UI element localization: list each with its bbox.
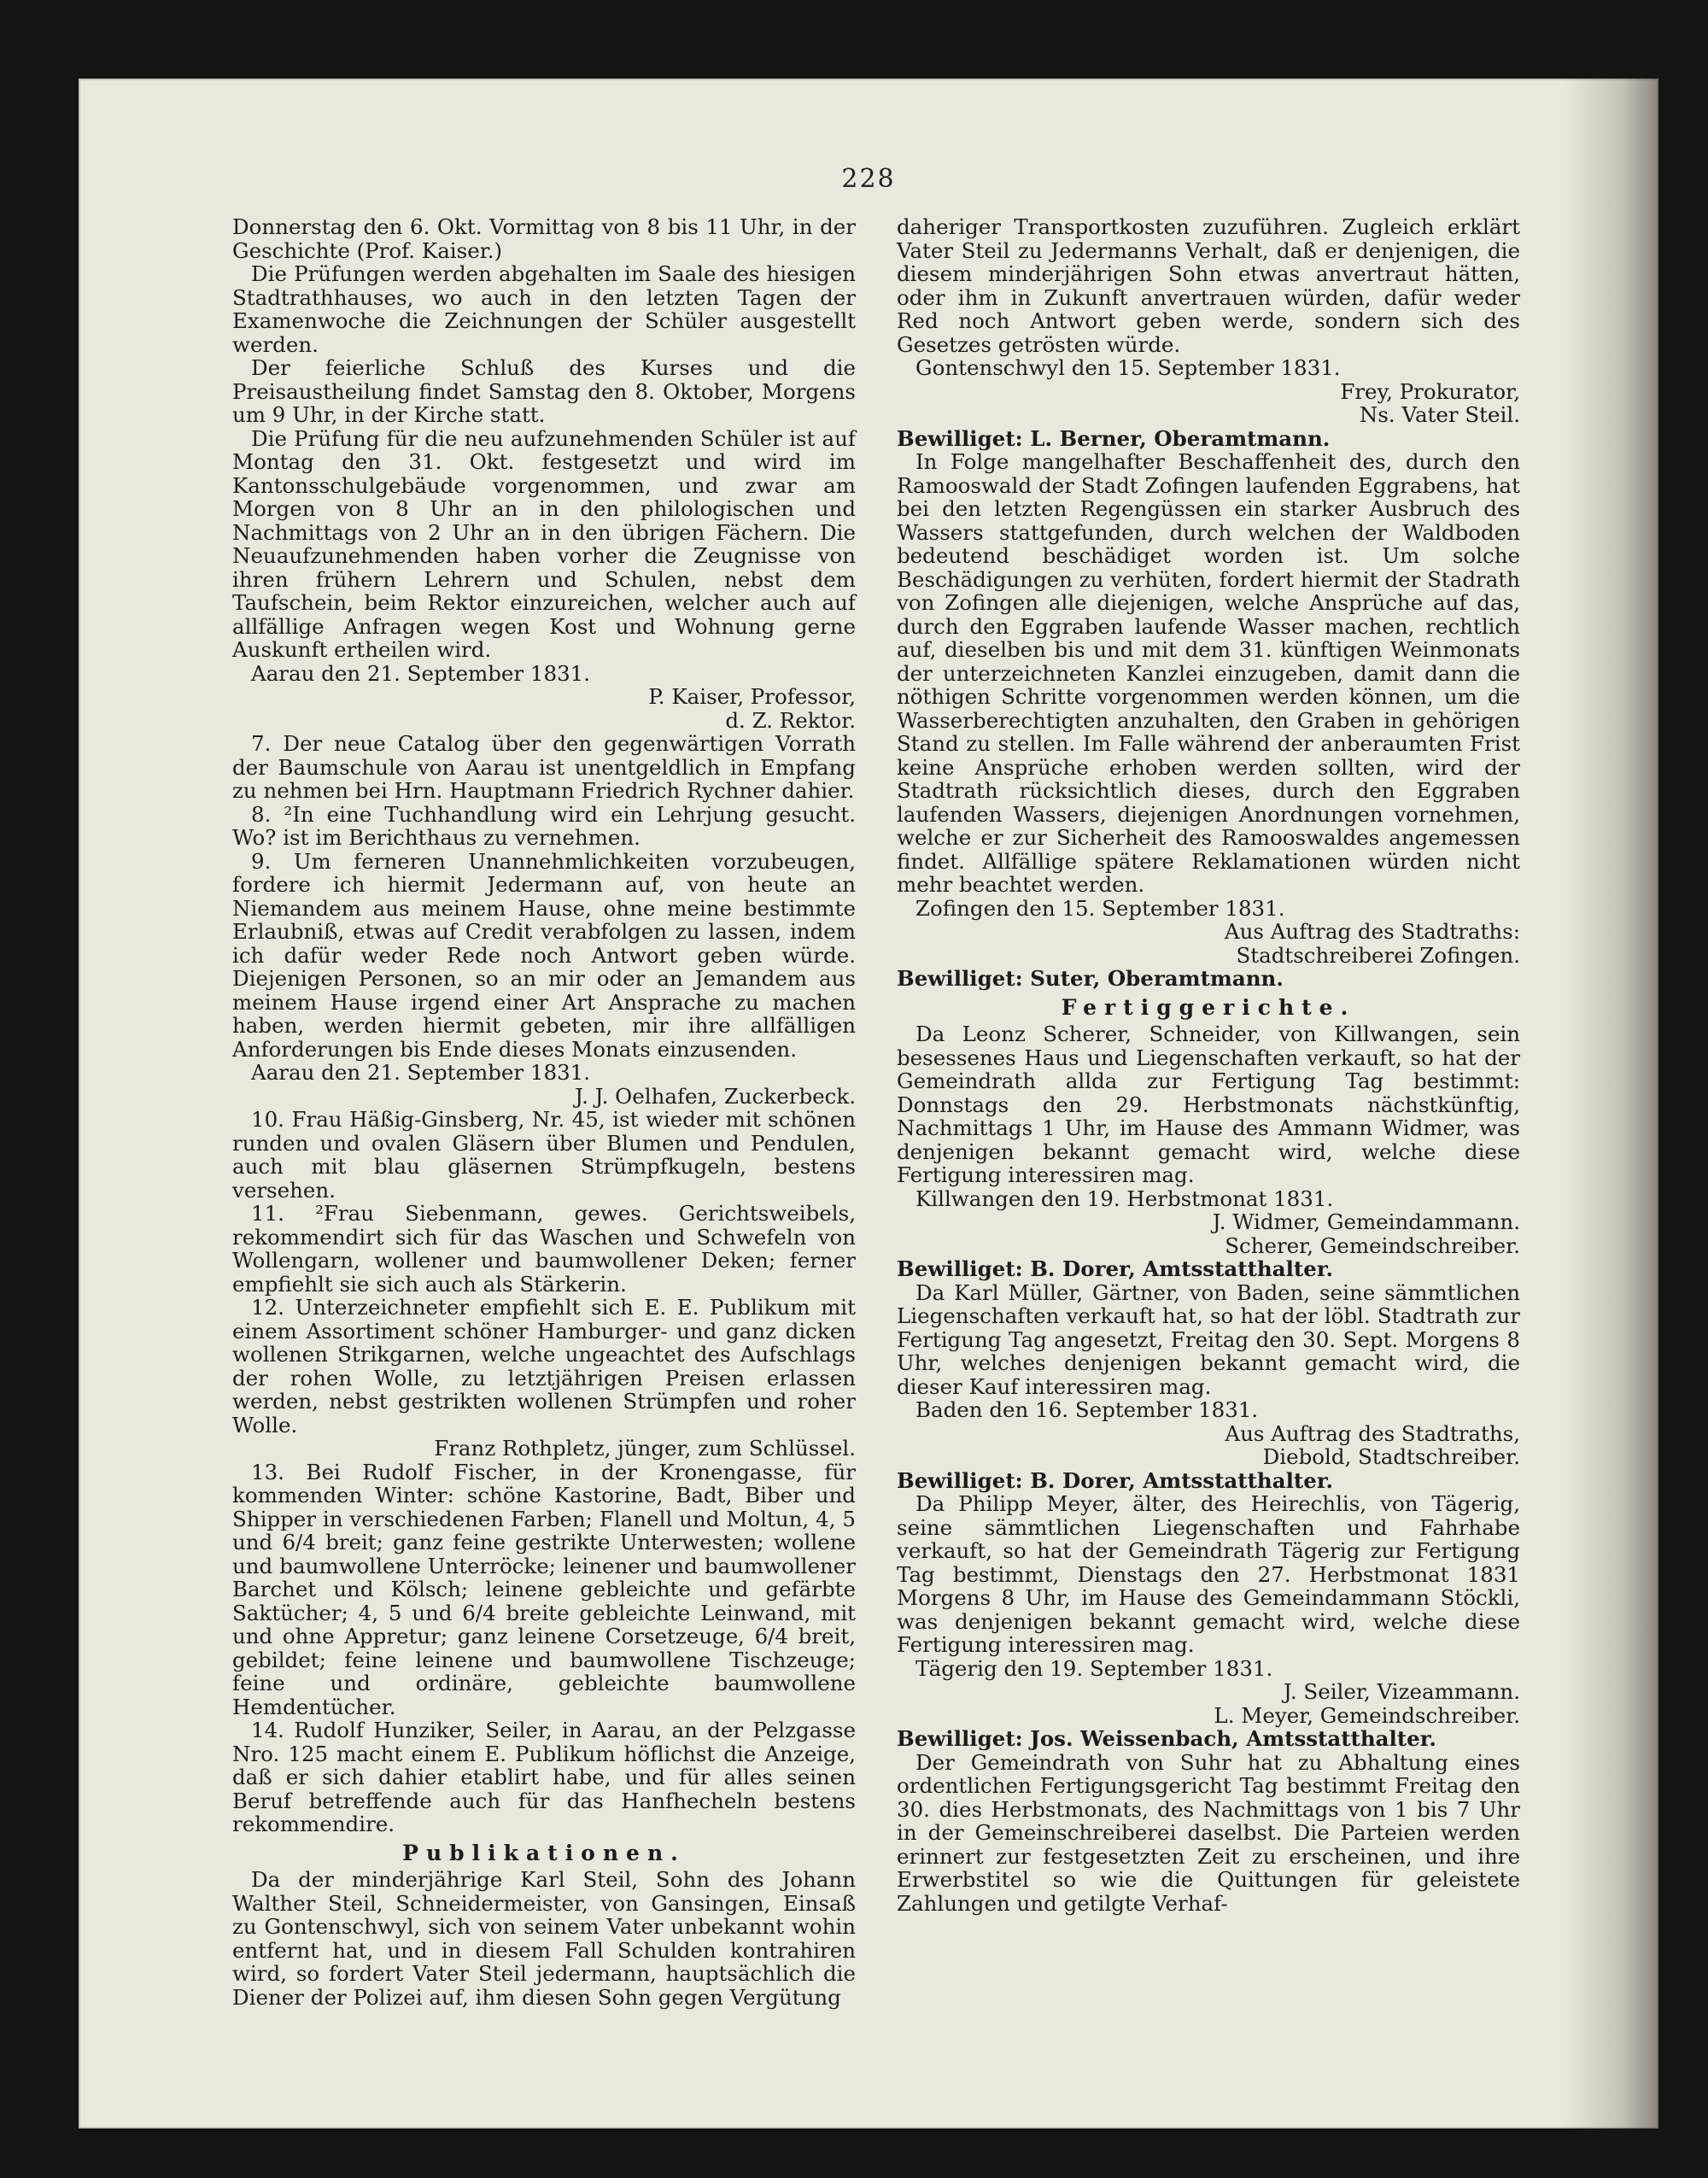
signature: L. Meyer, Gemeindschreiber. bbox=[1214, 1702, 1520, 1728]
section-title-fertiggerichte: Fertiggerichte. bbox=[1061, 994, 1356, 1020]
paragraph: Da der minderjährige Karl Steil, Sohn des Johann Walther Steil, Schneidermeister, von Gansingen, Einsaß zu Gontenschwyl, sich von seinem Vater unbekannt wohin entfernt hat, und in diesem Fall Schulden kontrahiren wird, so fordert Vater Steil jedermann, hauptsächlich die Diener der Polizei auf, ihm diesen Sohn gegen Vergütung bbox=[232, 1867, 856, 2010]
signature: Diebold, Stadtschreiber. bbox=[1262, 1444, 1520, 1469]
paragraph: Da Philipp Meyer, älter, des Heirechlis, von Tägerig, seine sämmtlichen Liegenschaften und Fahrhabe verkauft, so hat der Gemeindrath Tägerig zur Fertigung Tag bestimmt, Dienstags den 27. Herbstmonat 1831 Morgens 8 Uhr, im Hause des Gemeindammann Stöckli, was denjenigen bekannt gemacht wird, welche diese Fertigung interessiren mag. bbox=[897, 1491, 1520, 1657]
dateline: Killwangen den 19. Herbstmonat 1831. bbox=[915, 1186, 1334, 1211]
paragraph: Da Leonz Scherer, Schneider, von Killwangen, sein besessenes Haus und Liegenschaften verkauft, so hat der Gemeindrath allda zur Fertigung Tag bestimmt: Donnstags den 29. Herbstmonats nächstkünftig, Nachmittags 1 Uhr, im Hause des Ammann Widmer, was denjenigen bekannt gemacht wird, welche diese Fertigung interessiren mag. bbox=[897, 1022, 1520, 1187]
paragraph: Der feierliche Schluß des Kurses und die Preisaustheilung findet Samstag den 8. Oktober, Morgens um 9 Uhr, in der Kirche statt. bbox=[232, 355, 856, 427]
right-column bbox=[897, 215, 1520, 1915]
notice-11: 11. ²Frau Siebenmann, gewes. Gerichtsweibels, rekommendirt sich für das Waschen und Schwefeln von Wollengarn, wollener und baumwollener Deken; ferner empfiehlt sie sich auch als Stärkerin. bbox=[232, 1201, 856, 1297]
page-edge-shadow bbox=[1565, 79, 1658, 2128]
page-number: 228 bbox=[841, 164, 896, 194]
dateline: Baden den 16. September 1831. bbox=[915, 1397, 1259, 1422]
approval-line: Bewilliget: B. Dorer, Amtsstatthalter. bbox=[897, 1256, 1334, 1281]
dateline: Gontenschwyl den 15. September 1831. bbox=[915, 355, 1341, 380]
dateline: Aarau den 21. September 1831. bbox=[251, 660, 591, 686]
approval-line: Bewilliget: L. Berner, Oberamtmann. bbox=[897, 425, 1331, 451]
signature: J. Widmer, Gemeindammann. bbox=[1212, 1209, 1520, 1234]
notice-13: 13. Bei Rudolf Fischer, in der Kronengasse, für kommenden Winter: schöne Kastorine, Badt, Biber und Shipper in verschiedenen Farben; Flanell und Moltun, 4, 5 und 6/4 breit; ganz feine gestrikte Unterwesten; wollene und baumwollene Unterröcke; leinener und baumwollener Barchet und Kölsch; leinene gebleichte und gefärbte Saktücher; 4, 5 und 6/4 breite gebleichte Leinwand, mit und ohne Appretur; ganz leinene Corsetzeuge, 6/4 breit, gebildet; feine leinene und baumwollene Tischzeuge; feine und ordinäre, gebleichte baumwollene Hemdentücher. bbox=[232, 1459, 856, 1719]
paragraph: Donnerstag den 6. Okt. Vormittag von 8 bis 11 Uhr, in der Geschichte (Prof. Kaiser.) bbox=[232, 214, 856, 263]
signature: Franz Rothpletz, jünger, zum Schlüssel. bbox=[434, 1436, 856, 1461]
signature: Ns. Vater Steil. bbox=[1359, 402, 1520, 427]
signature: d. Z. Rektor. bbox=[725, 707, 856, 733]
paragraph: daheriger Transportkosten zuzuführen. Zugleich erklärt Vater Steil zu Jedermanns Verhalt, daß er denjenigen, die diesem minderjährigen Sohn etwas anvertraut hätten, oder ihm in Zukunft anvertrauen würden, dafür weder Red noch Antwort geben werde, sondern sich des Gesetzes getrösten würde. bbox=[897, 214, 1520, 357]
dateline: Aarau den 21. September 1831. bbox=[251, 1060, 591, 1085]
signature: Frey, Prokurator, bbox=[1340, 378, 1520, 404]
paragraph: Die Prüfungen werden abgehalten im Saale des hiesigen Stadtrathhauses, wo auch in den letzten Tagen der Examenwoche die Zeichnungen der Schüler ausgestellt werden. bbox=[232, 261, 856, 357]
signature: J. J. Oelhafen, Zuckerbeck. bbox=[575, 1083, 856, 1109]
signature: Stadtschreiberei Zofingen. bbox=[1236, 942, 1520, 968]
signature: Aus Auftrag des Stadtraths: bbox=[1224, 919, 1520, 944]
notice-7: 7. Der neue Catalog über den gegenwärtigen Vorrath der Baumschule von Aarau ist unentgeldlich in Empfang zu nehmen bei Hrn. Hauptmann Friedrich Rychner dahier. bbox=[232, 731, 856, 803]
newspaper-page bbox=[79, 79, 1658, 2128]
left-column bbox=[232, 215, 856, 2009]
notice-10: 10. Frau Häßig-Ginsberg, Nr. 45, ist wieder mit schönen runden und ovalen Gläsern über Blumen und Pendulen, auch mit blau gläsernen Strümpfkugeln, bestens versehen. bbox=[232, 1107, 856, 1203]
paragraph: Die Prüfung für die neu aufzunehmenden Schüler ist auf Montag den 31. Okt. festgesetzt und wird im Kantonsschulgebäude vorgenommen, und zwar am Morgen von 8 Uhr an in den philologischen und Nachmittags von 2 Uhr an in den übrigen Fächern. Die Neuaufzunehmenden haben vorher die Zeugnisse von ihren frühern Lehrern und Schulen, nebst dem Taufschein, beim Rektor einzureichen, welcher auch auf allfällige Anfragen wegen Kost und Wohnung gerne Auskunft ertheilen wird. bbox=[232, 425, 856, 662]
section-title-publikationen: Publikationen. bbox=[402, 1840, 686, 1865]
signature: Aus Auftrag des Stadtraths, bbox=[1225, 1420, 1520, 1446]
paragraph: Der Gemeindrath von Suhr hat zu Abhaltung eines ordentlichen Fertigungsgericht Tag bestimmt Freitag den 30. dies Herbstmonats, des Nachmittags von 1 bis 7 Uhr in der Gemeinschreiberei daselbst. Die Parteien werden erinnert zur festgesetzten Zeit zu erscheinen, und ihre Erwerbstitel so wie die Quittungen für geleistete Zahlungen und getilgte Verhaf- bbox=[897, 1749, 1520, 1916]
notice-12: 12. Unterzeichneter empfiehlt sich E. E. Publikum mit einem Assortiment schöner Hamburger- und ganz dicken wollenen Strikgarnen, welche ungeachtet des Aufschlags der rohen Wolle, zu letztjährigen Preisen erlassen werden, nebst gestrikten wollenen Strümpfen und roher Wolle. bbox=[232, 1295, 856, 1437]
signature: Scherer, Gemeindschreiber. bbox=[1225, 1232, 1520, 1258]
notice-9: 9. Um ferneren Unannehmlichkeiten vorzubeugen, fordere ich hiermit Jedermann auf, von heute an Niemandem aus meinem Hause, ohne meine bestimmte Erlaubniß, etwas auf Credit verabfolgen zu lassen, indem ich dafür weder Rede noch Antwort geben würde. Diejenigen Personen, so an mir oder an Jemandem aus meinem Hause irgend einer Art Ansprache zu machen haben, werden hiermit gebeten, mir ihre allfälligen Anforderungen bis Ende dieses Monats einzusenden. bbox=[232, 848, 856, 1062]
signature: P. Kaiser, Professor, bbox=[648, 684, 856, 709]
paragraph: In Folge mangelhafter Beschaffenheit des, durch den Ramooswald der Stadt Zofingen laufenden Eggrabens, hat bei den letzten Regengüssen ein starker Ausbruch des Wassers stattgefunden, durch welchen der Waldboden bedeutend beschädiget worden ist. Um solche Beschädigungen zu verhüten, fordert hiermit der Stadrath von Zofingen alle diejenigen, welche Ansprüche auf das, durch den Eggraben laufende Wasser machen, rechtlich auf, dieselben bis und mit dem 31. künftigen Weinmonats der unterzeichneten Kanzlei einzugeben, damit dann die nöthigen Schritte vorgenommen werden können, um die Wasserberechtigten anzuhalten, den Graben in gehörigen Stand zu stellen. Im Falle während der anberaumten Frist keine Ansprüche erhoben werden sollten, wird der Stadtrath rücksichtlich dieses, durch den Eggraben laufenden Wassers, diejenigen Anordnungen vornehmen, welche er zur Sicherheit des Ramooswaldes angemessen findet. Allfällige spätere Reklamationen würden nicht mehr beachtet werden. bbox=[897, 449, 1520, 897]
approval-line: Bewilliget: Suter, Oberamtmann. bbox=[897, 966, 1284, 991]
notice-14: 14. Rudolf Hunziker, Seiler, in Aarau, an der Pelzgasse Nro. 125 macht einem E. Publikum höflichst die Anzeige, daß er sich dahier etablirt habe, und für alles seinen Beruf betreffende auch für das Hanfhecheln bestens rekommendire. bbox=[232, 1718, 856, 1836]
dateline: Tägerig den 19. September 1831. bbox=[915, 1655, 1273, 1681]
paragraph: Da Karl Müller, Gärtner, von Baden, seine sämmtlichen Liegenschaften verkauft hat, so hat der löbl. Stadtrath zur Fertigung Tag angesetzt, Freitag den 30. Sept. Morgens 8 Uhr, welches denjenigen bekannt gemacht wird, die dieser Kauf interessiren mag. bbox=[897, 1279, 1520, 1399]
approval-line: Bewilliget: B. Dorer, Amtsstatthalter. bbox=[897, 1467, 1334, 1493]
dateline: Zofingen den 15. September 1831. bbox=[915, 895, 1285, 921]
signature: J. Seiler, Vizeammann. bbox=[1283, 1679, 1520, 1704]
approval-line: Bewilliget: Jos. Weissenbach, Amtsstatthalter. bbox=[897, 1726, 1436, 1751]
notice-8: 8. ²In eine Tuchhandlung wird ein Lehrjung gesucht. Wo? ist im Berichthaus zu vernehmen. bbox=[232, 801, 856, 850]
